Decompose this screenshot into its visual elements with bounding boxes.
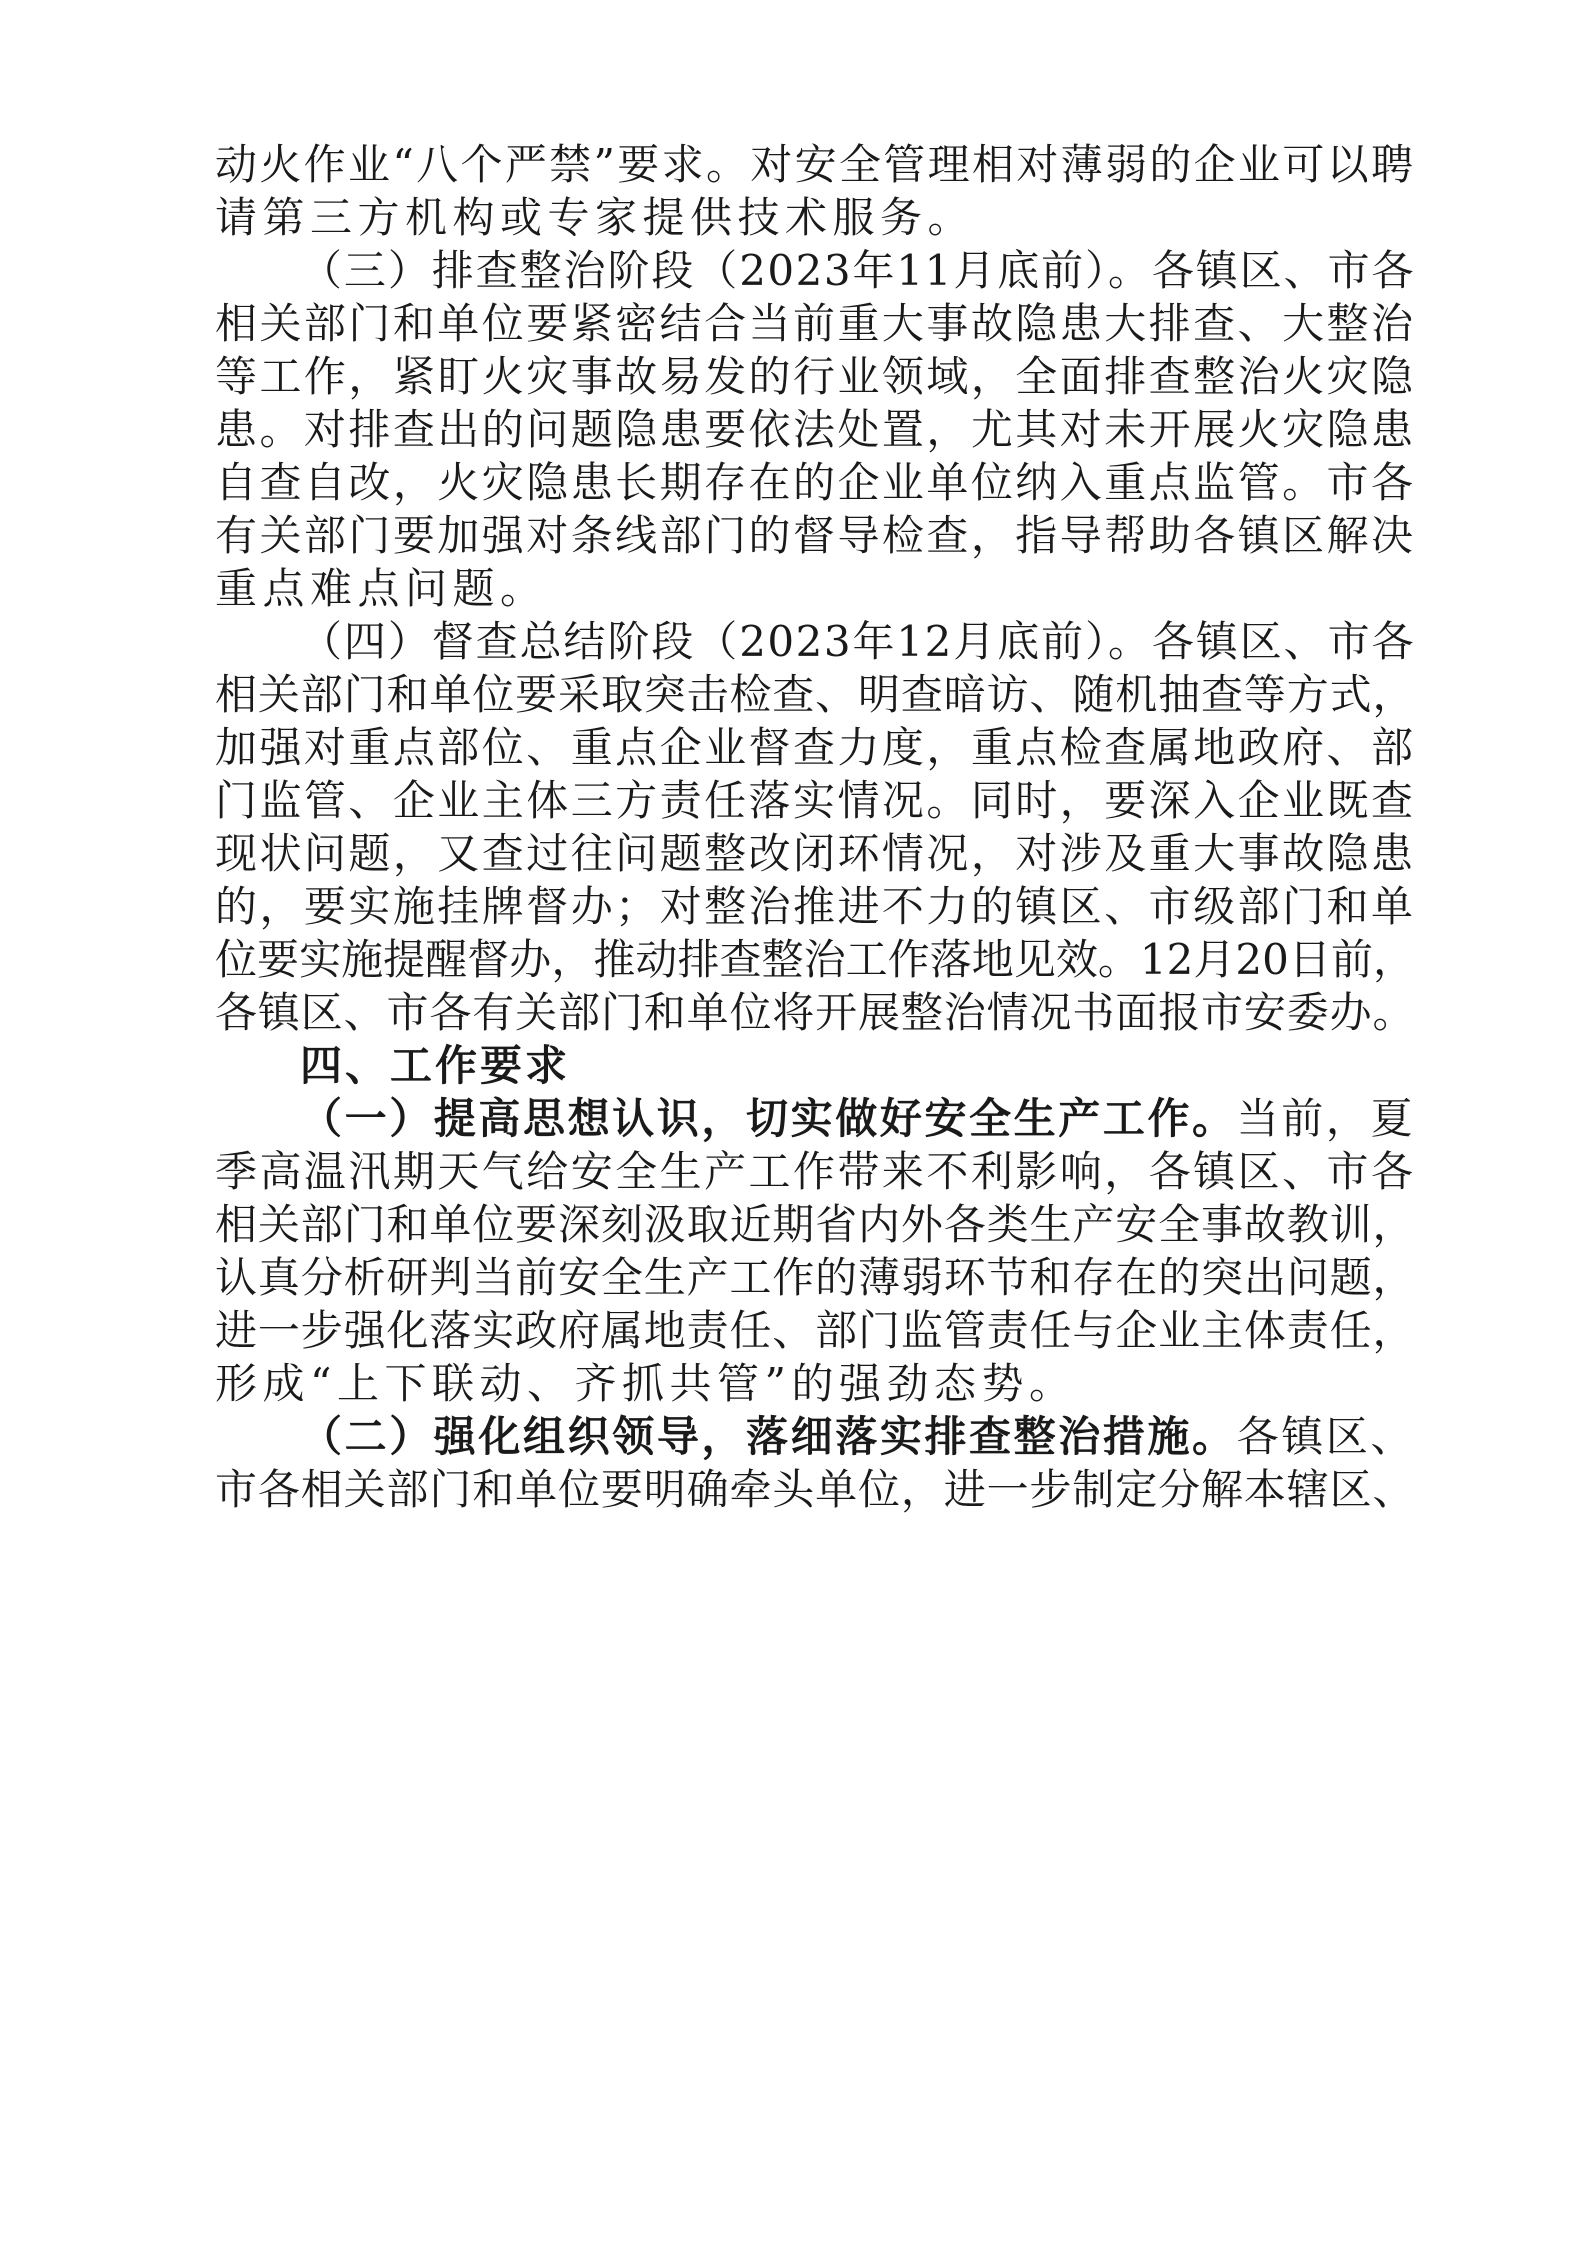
paragraph-line: 加强对重点部位、重点企业督查力度，重点检查属地政府、部 bbox=[215, 723, 1415, 772]
paragraph-line: 重点难点问题。 bbox=[215, 564, 548, 613]
paragraph-line: 动火作业“八个严禁”要求。对安全管理相对薄弱的企业可以聘 bbox=[215, 140, 1415, 189]
paragraph-lead-rest: 各镇区、 bbox=[1236, 1412, 1415, 1461]
paragraph-line: 相关部门和单位要采取突击检查、明查暗访、随机抽查等方式， bbox=[215, 670, 1415, 719]
paragraph-line: 各镇区、市各有关部门和单位将开展整治情况书面报市安委办。 bbox=[215, 988, 1415, 1037]
paragraph-line: 请第三方机构或专家提供技术服务。 bbox=[215, 193, 976, 242]
paragraph-line: 自查自改，火灾隐患长期存在的企业单位纳入重点监管。市各 bbox=[215, 458, 1415, 507]
paragraph-line: 位要实施提醒督办，推动排查整治工作落地见效。12月20日前， bbox=[215, 935, 1415, 984]
paragraph-lead-bold: （二）强化组织领导，落细落实排查整治措施。 bbox=[300, 1412, 1237, 1461]
paragraph-line: 等工作，紧盯火灾事故易发的行业领域，全面排查整治火灾隐 bbox=[215, 352, 1415, 401]
paragraph-line: 季高温汛期天气给安全生产工作带来不利影响，各镇区、市各 bbox=[215, 1147, 1415, 1196]
paragraph-line: 相关部门和单位要紧密结合当前重大事故隐患大排查、大整治 bbox=[215, 299, 1415, 348]
paragraph-line: 门监管、企业主体三方责任落实情况。同时，要深入企业既查 bbox=[215, 776, 1415, 825]
paragraph-line: 现状问题，又查过往问题整改闭环情况，对涉及重大事故隐患 bbox=[215, 829, 1415, 878]
paragraph-line: （四）督查总结阶段（2023年12月底前）。各镇区、市各 bbox=[300, 617, 1415, 666]
paragraph-line: 相关部门和单位要深刻汲取近期省内外各类生产安全事故教训， bbox=[215, 1200, 1415, 1249]
paragraph-line: 形成“上下联动、齐抓共管”的强劲态势。 bbox=[215, 1359, 1077, 1408]
section-heading: 四、工作要求 bbox=[300, 1041, 571, 1090]
paragraph-line: 患。对排查出的问题隐患要依法处置，尤其对未开展火灾隐患 bbox=[215, 405, 1415, 454]
paragraph-line: 的，要实施挂牌督办；对整治推进不力的镇区、市级部门和单 bbox=[215, 882, 1415, 931]
paragraph-lead-bold: （一）提高思想认识，切实做好安全生产工作。 bbox=[300, 1094, 1237, 1143]
paragraph-line: 有关部门要加强对条线部门的督导检查，指导帮助各镇区解决 bbox=[215, 511, 1415, 560]
paragraph-lead-rest: 当前，夏 bbox=[1236, 1094, 1415, 1143]
paragraph-line: 进一步强化落实政府属地责任、部门监管责任与企业主体责任， bbox=[215, 1306, 1415, 1355]
paragraph-line: 市各相关部门和单位要明确牵头单位，进一步制定分解本辖区、 bbox=[215, 1465, 1415, 1514]
paragraph-line: 认真分析研判当前安全生产工作的薄弱环节和存在的突出问题， bbox=[215, 1253, 1415, 1302]
paragraph-line: （三）排查整治阶段（2023年11月底前）。各镇区、市各 bbox=[300, 246, 1415, 295]
